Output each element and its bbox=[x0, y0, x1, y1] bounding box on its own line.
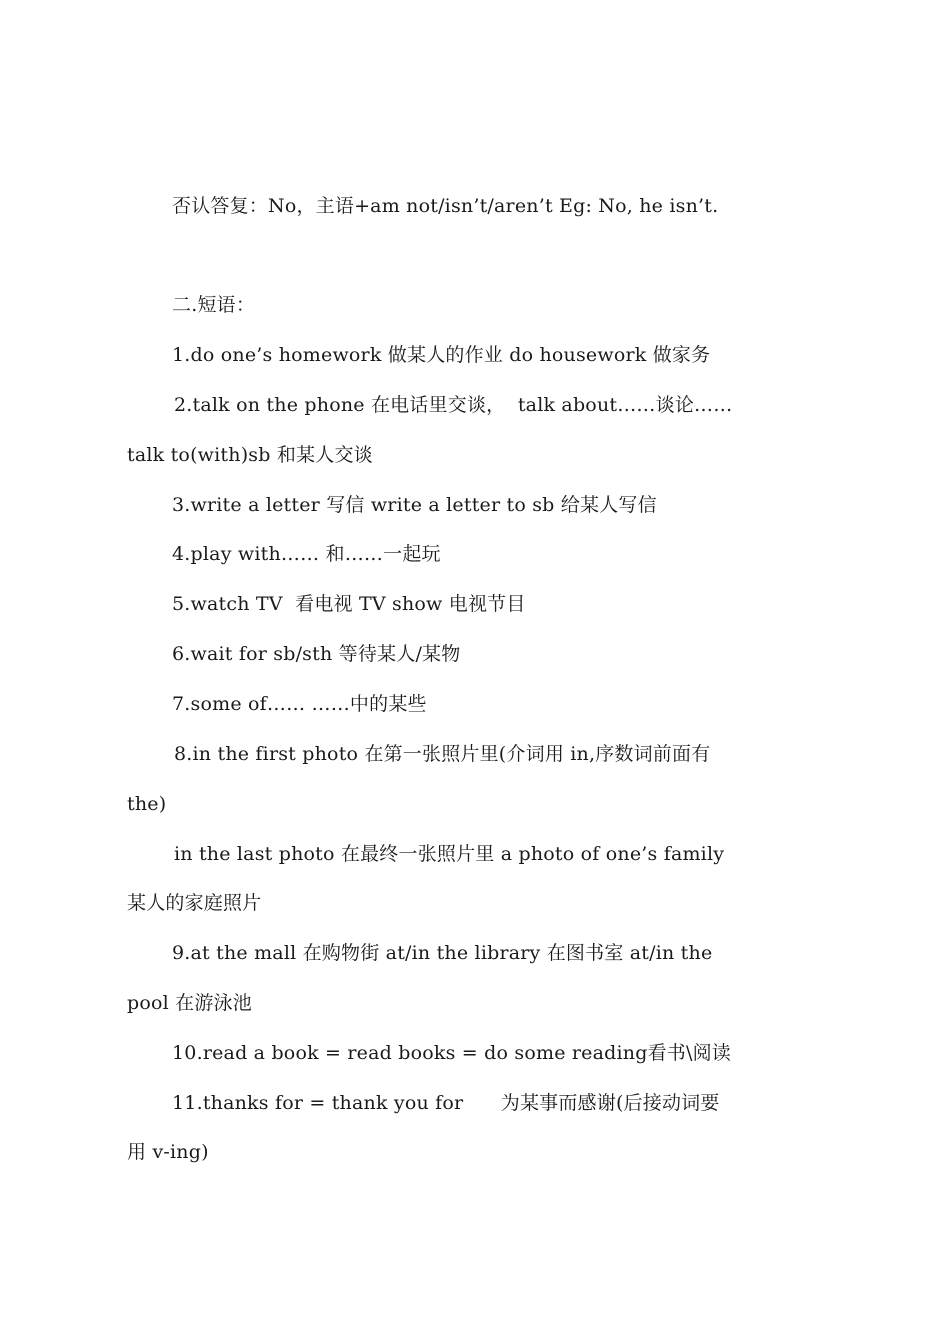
phrase-11-line-1: 11.thanks for = thank you for 为某事而感谢(后接动词要 bbox=[172, 1092, 720, 1114]
phrase-1: 1.do one’s homework 做某人的作业 do housework 做家务 bbox=[172, 344, 711, 366]
phrase-9-line-1: 9.at the mall 在购物街 at/in the library 在图书室 at/in the bbox=[172, 942, 713, 964]
phrase-3: 3.write a letter 写信 write a letter to sb 给某人写信 bbox=[172, 494, 657, 516]
phrase-8-line-3: in the last photo 在最终一张照片里 a photo of one’s family bbox=[174, 843, 725, 865]
phrase-8-line-4: 某人的家庭照片 bbox=[127, 892, 262, 914]
phrase-5: 5.watch TV 看电视 TV show 电视节目 bbox=[172, 593, 526, 615]
negative-answer-line: 否认答复：No，主语+am not/isn’t/aren’t Eg: No, he isn’t. bbox=[172, 195, 719, 217]
phrase-9-line-2: pool 在游泳池 bbox=[127, 992, 252, 1014]
phrase-7: 7.some of…… ……中的某些 bbox=[172, 693, 427, 715]
phrase-2-line-2: talk to(with)sb 和某人交谈 bbox=[127, 444, 373, 466]
phrase-4: 4.play with…… 和……一起玩 bbox=[172, 543, 441, 565]
phrase-10: 10.read a book = read books = do some reading看书\阅读 bbox=[172, 1042, 731, 1064]
phrase-8-line-2: the) bbox=[127, 793, 167, 815]
phrase-8-line-1: 8.in the first photo 在第一张照片里(介词用 in,序数词前面有 bbox=[174, 743, 711, 765]
section-title: 二.短语： bbox=[172, 294, 256, 316]
phrase-6: 6.wait for sb/sth 等待某人/某物 bbox=[172, 643, 461, 665]
phrase-2-line-1: 2.talk on the phone 在电话里交谈， talk about……谈论…… bbox=[174, 394, 733, 416]
phrase-11-line-2: 用 v-ing) bbox=[127, 1141, 209, 1163]
